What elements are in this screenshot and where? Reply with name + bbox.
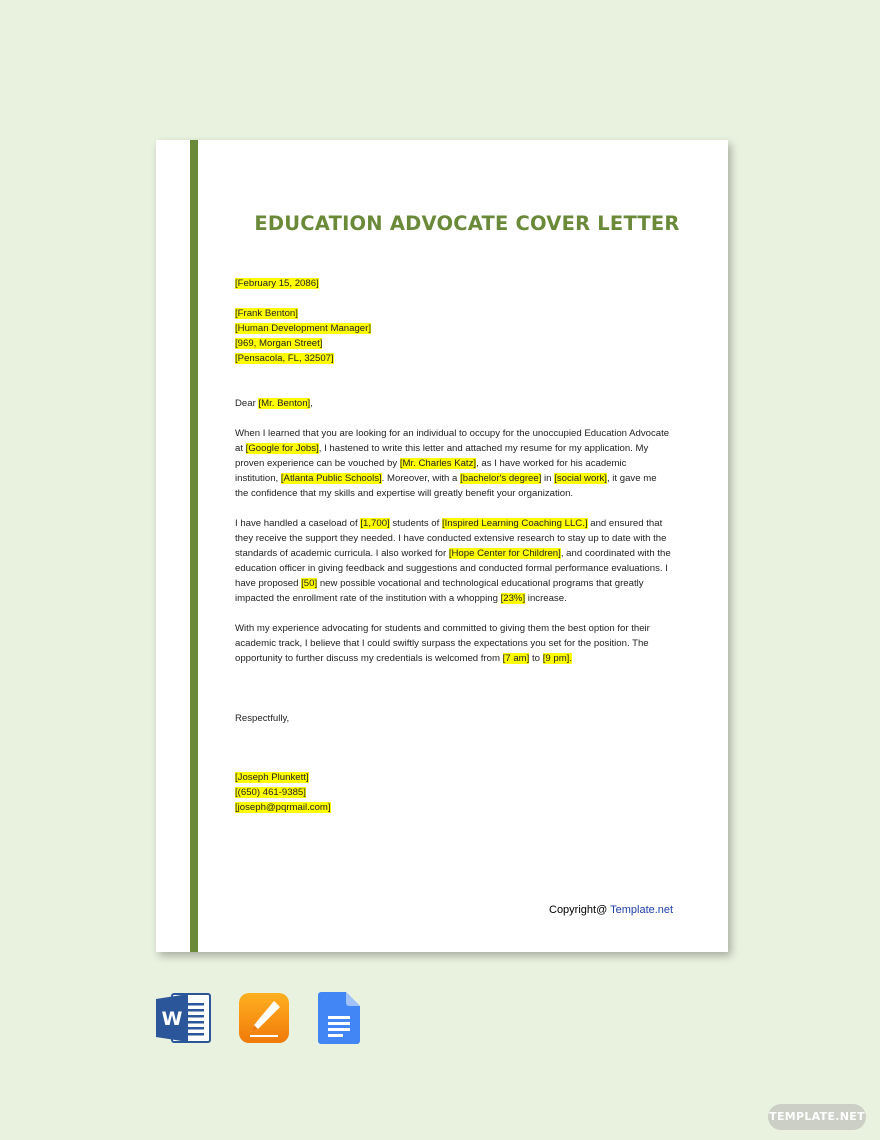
- copyright-link[interactable]: Template.net: [610, 904, 674, 916]
- placeholder-percent: [23%]: [500, 593, 526, 604]
- placeholder-degree: [bachelor's degree]: [460, 473, 542, 484]
- placeholder-caseload: [1,700]: [360, 518, 390, 529]
- pages-icon[interactable]: [238, 992, 290, 1044]
- closing: Respectfully,: [235, 713, 290, 724]
- signature-email: [joseph@pqrmail.com]: [235, 802, 331, 813]
- placeholder-programs: [50]: [301, 578, 318, 589]
- recipient-city: [Pensacola, FL, 32507]: [235, 353, 334, 364]
- placeholder-institution: [Atlanta Public Schools]: [280, 473, 382, 484]
- placeholder-organization: [Inspired Learning Coaching LLC.]: [441, 518, 588, 529]
- placeholder-end-time: [9 pm].: [542, 653, 573, 664]
- paragraph-2: I have handled a caseload of [1,700] students of [Inspired Learning Coaching LLC.] and ensured that they receive the support they needed. I have conducted extensive research to stay up to date with the standards of academic curricula. I also worked for [Hope Center for Children], and coordinated with the education officer in giving feedback and suggestions and conducted formal performance evaluations. I have proposed [50] new possible vocational and technological educational programs that greatly impacted the enrollment rate of the institution with a whopping [23%] increase.: [235, 518, 671, 604]
- greeting-name: [Mr. Benton]: [258, 398, 311, 409]
- word-icon[interactable]: [156, 992, 212, 1044]
- accent-bar: [190, 140, 198, 952]
- placeholder-start-time: [7 am]: [502, 653, 530, 664]
- placeholder-center: [Hope Center for Children]: [448, 548, 561, 559]
- google-docs-icon[interactable]: [318, 992, 360, 1044]
- signature-name: [Joseph Plunkett]: [235, 772, 309, 783]
- recipient-name: [Frank Benton]: [235, 308, 298, 319]
- letter-page: [156, 140, 728, 952]
- copyright: Copyright@ Template.net: [549, 904, 674, 916]
- placeholder-reference: [Mr. Charles Katz]: [399, 458, 477, 469]
- signature-block: [235, 770, 671, 815]
- recipient-role: [Human Development Manager]: [235, 323, 371, 334]
- greeting: Dear [Mr. Benton],: [235, 398, 313, 409]
- recipient-street: [969, Morgan Street]: [235, 338, 323, 349]
- placeholder-field: [social work]: [554, 473, 607, 484]
- recipient-block: [235, 306, 671, 366]
- word-letter: W: [161, 1008, 183, 1030]
- letter-title: EDUCATION ADVOCATE COVER LETTER: [254, 212, 680, 235]
- signature-phone: [(650) 461-9385]: [235, 787, 306, 798]
- paragraph-3: With my experience advocating for students and committed to giving them the best option for their academic track, I believe that I could swiftly surpass the expectations you set for the position. The opportunity to further discuss my credentials is welcomed from [7 am] to [9 pm].: [235, 623, 650, 664]
- template-net-watermark: TEMPLATE.NET: [768, 1104, 866, 1130]
- paragraph-1: When I learned that you are looking for an individual to occupy for the unoccupied Education Advocate at [Google for Jobs], I hastened to write this letter and attached my resume for my application. My proven experience can be vouched by [Mr. Charles Katz], as I have worked for his academic institution, [Atlanta Public Schools]. Moreover, with a [bachelor's degree] in [social work], it gave me the confidence that my skills and expertise will greatly benefit your organization.: [235, 428, 670, 499]
- date-line: [235, 276, 671, 291]
- placeholder-company: [Google for Jobs]: [245, 443, 319, 454]
- letter-body: [235, 276, 671, 815]
- date: [February 15, 2086]: [235, 278, 319, 289]
